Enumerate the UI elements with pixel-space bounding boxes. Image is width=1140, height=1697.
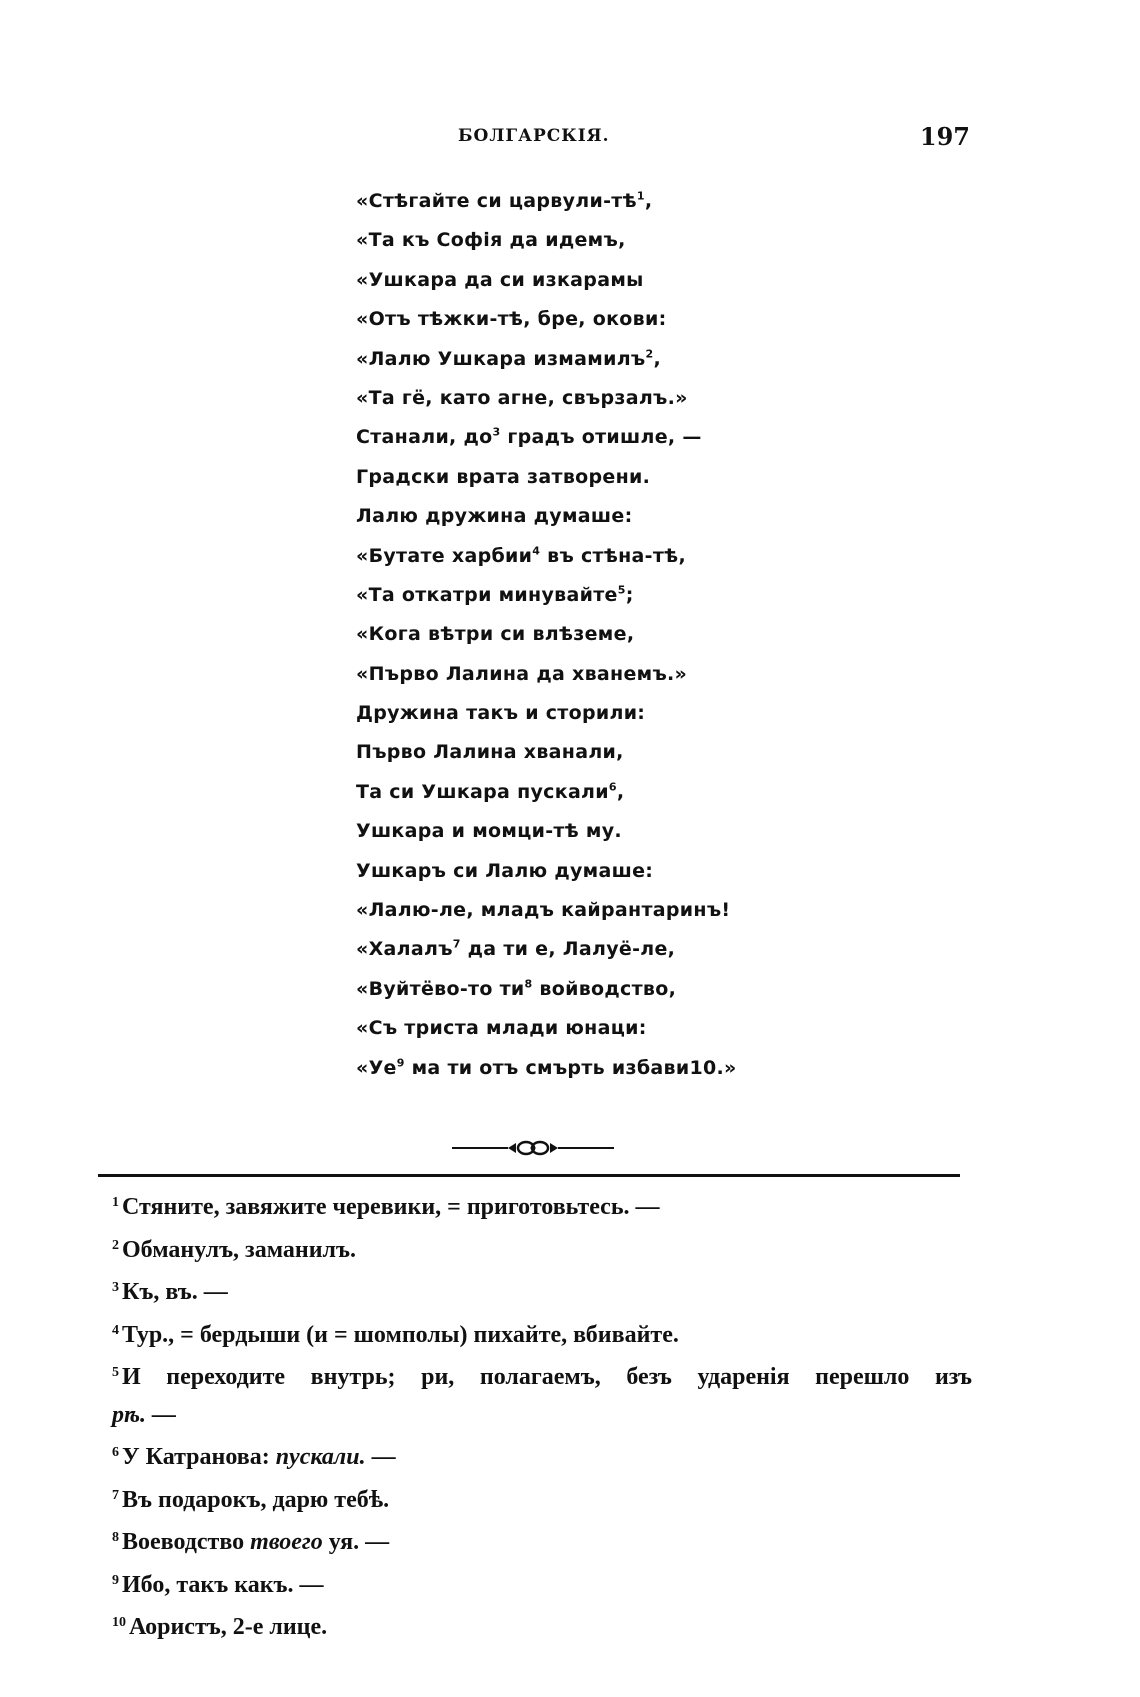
verse-line bbox=[356, 891, 916, 930]
verse-text: Ушкаръ си Лалю думаше: bbox=[356, 859, 654, 882]
verse-line bbox=[356, 340, 916, 379]
verse-text: Ушкара и момци-тѣ му. bbox=[356, 820, 622, 843]
footnote-number: 8 bbox=[112, 1530, 119, 1545]
running-head: БОЛГАРСКІЯ. bbox=[458, 126, 610, 146]
verse-text: Първо Лалина хванали, bbox=[356, 741, 624, 764]
footnote-item bbox=[112, 1184, 972, 1227]
footnote-text: Обманулъ, заманилъ. bbox=[122, 1236, 356, 1263]
footnote-item bbox=[112, 1604, 972, 1647]
footnote-continuation: рѣ. — bbox=[112, 1401, 177, 1428]
footnote-item bbox=[112, 1562, 972, 1605]
verse-line bbox=[356, 497, 916, 536]
footnote-emphasis: твоего bbox=[250, 1529, 323, 1555]
footnote-ref: 2 bbox=[645, 347, 654, 361]
footnote-item bbox=[112, 1434, 972, 1477]
footnote-number: 4 bbox=[112, 1322, 119, 1338]
verse-text: «Лалю-ле, младъ кайрантаринъ! bbox=[356, 899, 731, 922]
footnote-text: Къ, въ. — bbox=[122, 1279, 228, 1305]
page-number: 197 bbox=[919, 122, 970, 151]
verse-text: «Стѣгайте си царвули-тѣ bbox=[356, 190, 637, 212]
verse-text: Градски врата затворени. bbox=[356, 465, 651, 488]
footnotes bbox=[112, 1184, 972, 1647]
footnote-text: Воеводство bbox=[122, 1529, 251, 1555]
verse-text: «Съ триста млади юнаци: bbox=[356, 1017, 647, 1040]
verse-line bbox=[356, 1049, 916, 1088]
footnote-text: Аористъ, 2-е лице. bbox=[129, 1614, 328, 1640]
verse-line bbox=[356, 300, 916, 339]
verse-text-after: войводство, bbox=[532, 977, 677, 1000]
verse-line bbox=[356, 458, 916, 497]
verse-text: «Първо Лалина да хванемъ.» bbox=[356, 662, 688, 685]
verse-line bbox=[356, 655, 916, 694]
footnote-number: 2 bbox=[112, 1237, 119, 1253]
footnote-item bbox=[112, 1269, 972, 1312]
verse-line bbox=[356, 379, 916, 418]
verse-text: «Ушкара да си изкарамы bbox=[356, 268, 644, 291]
verse-text: «Отъ тѣжки-тѣ, бре, окови: bbox=[356, 308, 667, 331]
verse-line bbox=[356, 694, 916, 733]
poem bbox=[356, 182, 916, 1088]
footnote-item bbox=[112, 1312, 972, 1355]
verse-text-after: , bbox=[616, 780, 625, 803]
verse-text: «Халалъ bbox=[356, 938, 453, 961]
verse-text: «Бутате харбии bbox=[356, 544, 533, 567]
verse-line bbox=[356, 221, 916, 260]
verse-line bbox=[356, 418, 916, 457]
footnote-text: У Катранова: bbox=[122, 1444, 276, 1470]
verse-text: Лалю дружина думаше: bbox=[356, 505, 633, 528]
footnote-text-after: — bbox=[365, 1444, 396, 1470]
footnote-item bbox=[112, 1354, 972, 1434]
verse-text: «Та къ Софія да идемъ, bbox=[356, 229, 626, 252]
verse-text: Станали, до bbox=[356, 426, 493, 449]
footnote-item bbox=[112, 1227, 972, 1270]
verse-line bbox=[356, 733, 916, 772]
verse-text-after: въ стѣна-тѣ, bbox=[540, 544, 686, 567]
footnote-number: 6 bbox=[112, 1445, 119, 1460]
verse-text: «Та откатри минувайте bbox=[356, 583, 618, 606]
footnote-text: Стяните, завяжите черевики, = приготовьтесь. — bbox=[122, 1194, 660, 1220]
footnote-text-after: уя. — bbox=[322, 1529, 390, 1555]
verse-line bbox=[356, 852, 916, 891]
footnote-ref: 6 bbox=[608, 780, 617, 794]
verse-text-after: градъ отишле, — bbox=[500, 426, 702, 449]
footnote-number: 7 bbox=[112, 1487, 119, 1503]
footnote-item bbox=[112, 1519, 972, 1562]
verse-line bbox=[356, 930, 916, 969]
verse-text-after: , bbox=[653, 347, 661, 370]
footnote-rule bbox=[98, 1174, 960, 1177]
verse-line bbox=[356, 576, 916, 615]
verse-line bbox=[356, 261, 916, 300]
footnote-text: Въ подарокъ, дарю тебѣ. bbox=[122, 1486, 390, 1513]
verse-text: Дружина такъ и сторили: bbox=[356, 702, 646, 725]
verse-line bbox=[356, 182, 916, 221]
footnote-ref: 1 bbox=[636, 189, 645, 203]
footnote-number: 10 bbox=[112, 1615, 126, 1630]
footnote-text: Ибо, такъ какъ. — bbox=[122, 1571, 324, 1598]
footnote-ref: 3 bbox=[492, 426, 501, 440]
page-header bbox=[100, 122, 980, 162]
verse-text-after: , bbox=[644, 190, 653, 212]
verse-line bbox=[356, 537, 916, 576]
verse-line bbox=[356, 970, 916, 1009]
footnote-text: Тур., = бердыши (и = шомполы) пихайте, вбивайте. bbox=[122, 1321, 679, 1348]
verse-text-after: ма ти отъ смърть избави10.» bbox=[404, 1056, 737, 1079]
footnote-emphasis: пускали. bbox=[275, 1444, 366, 1470]
verse-text: «Вуйтёво-то ти bbox=[356, 977, 525, 1000]
footnote-number: 5 bbox=[112, 1365, 119, 1380]
verse-line bbox=[356, 1009, 916, 1048]
footnote-ref: 4 bbox=[532, 544, 541, 558]
ornament-divider bbox=[450, 1138, 616, 1158]
footnote-number: 3 bbox=[112, 1280, 119, 1295]
footnote-item bbox=[112, 1477, 972, 1520]
verse-line bbox=[356, 773, 916, 812]
footnote-number: 1 bbox=[112, 1195, 119, 1210]
verse-text: «Та гё, като агне, свързалъ.» bbox=[356, 386, 688, 409]
verse-text-after: да ти е, Лалуё-ле, bbox=[460, 938, 676, 961]
verse-line bbox=[356, 615, 916, 654]
verse-text: Та си Ушкара пускали bbox=[356, 780, 609, 803]
verse-line bbox=[356, 812, 916, 851]
verse-text: «Лалю Ушкара измамилъ bbox=[356, 347, 646, 370]
verse-text: «Уе bbox=[356, 1056, 397, 1079]
footnote-ref: 8 bbox=[524, 977, 533, 991]
footnote-ref: 7 bbox=[452, 938, 461, 952]
verse-text-after: ; bbox=[625, 583, 634, 606]
footnote-ref: 5 bbox=[617, 583, 626, 597]
footnote-text: И переходите внутрь; ри, полагаемъ, безъ ударенія перешло изъ bbox=[122, 1364, 972, 1390]
footnote-ref: 9 bbox=[396, 1056, 405, 1070]
footnote-number: 9 bbox=[112, 1572, 119, 1588]
verse-text: «Кога вѣтри си влѣземе, bbox=[356, 623, 635, 646]
